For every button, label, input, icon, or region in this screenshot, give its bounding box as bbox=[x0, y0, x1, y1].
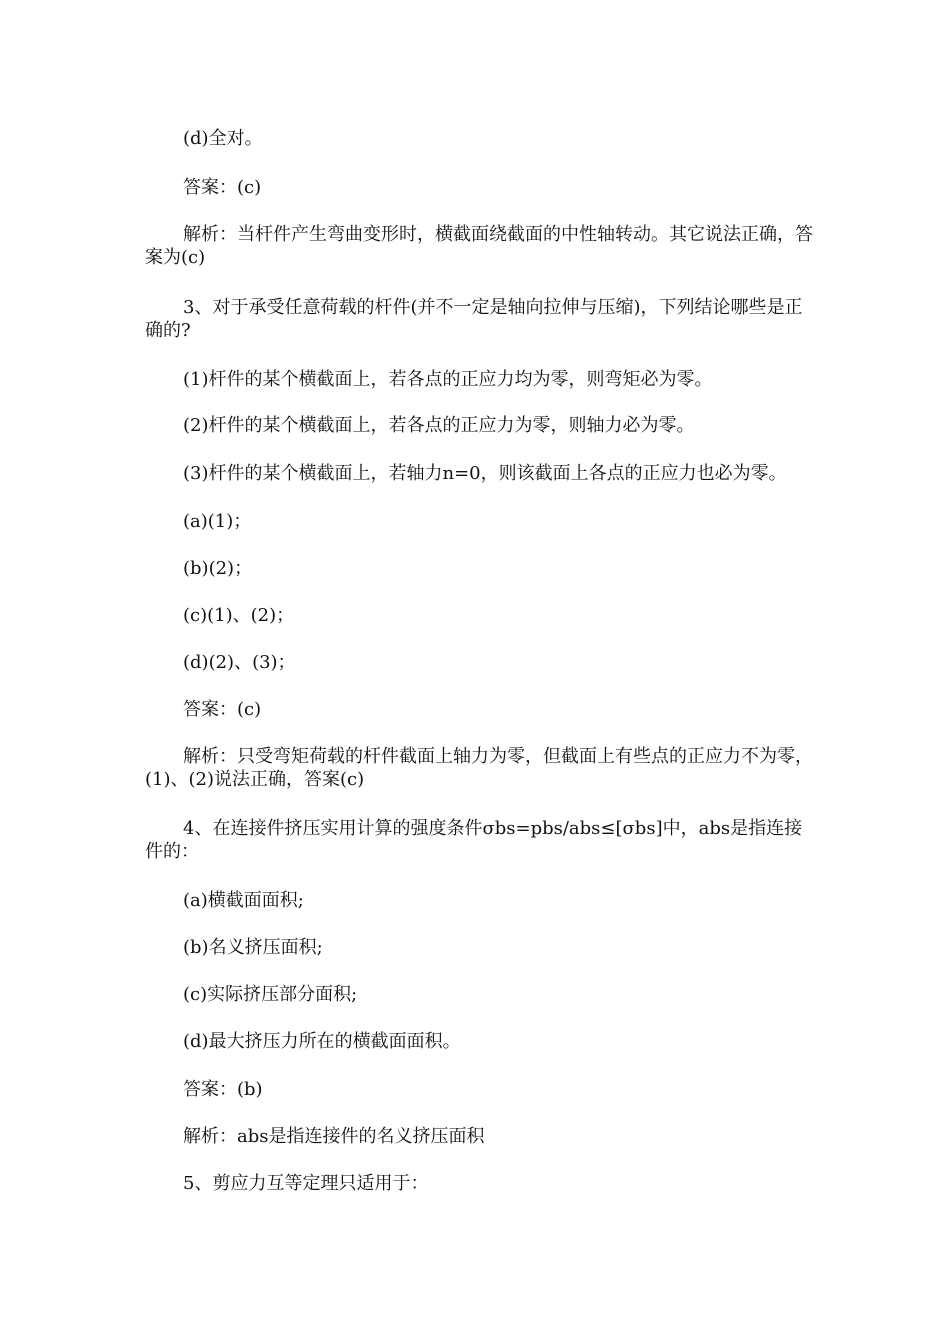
option-d-q4: (d)最大挤压力所在的横截面面积。 bbox=[183, 1031, 461, 1052]
question-4: 4、在连接件挤压实用计算的强度条件σbs=pbs/abs≤[σbs]中，abs是指连接件的： bbox=[145, 818, 803, 862]
statement-2-q3: (2)杆件的某个横截面上，若各点的正应力为零，则轴力必为零。 bbox=[183, 415, 695, 436]
option-a-q3: (a)(1)； bbox=[183, 511, 252, 532]
option-d-q3: (d)(2)、(3)； bbox=[183, 652, 296, 673]
option-b-q4: (b)名义挤压面积; bbox=[183, 937, 323, 958]
option-a-q4: (a)横截面面积; bbox=[183, 890, 304, 911]
option-c-q3: (c)(1)、(2)； bbox=[183, 605, 295, 626]
question-5: 5、剪应力互等定理只适用于： bbox=[183, 1173, 429, 1194]
answer-q4: 答案：(b) bbox=[183, 1079, 263, 1100]
answer-q2: 答案：(c) bbox=[183, 177, 262, 198]
option-b-q3: (b)(2)； bbox=[183, 558, 253, 579]
explanation-q3: 解析：只受弯矩荷载的杆件截面上轴力为零，但截面上有些点的正应力不为零，(1)、(2)说法正确，答案(c) bbox=[145, 746, 813, 790]
option-c-q4: (c)实际挤压部分面积; bbox=[183, 984, 358, 1005]
statement-1-q3: (1)杆件的某个横截面上，若各点的正应力均为零，则弯矩必为零。 bbox=[183, 369, 713, 390]
explanation-q4: 解析：abs是指连接件的名义挤压面积 bbox=[183, 1126, 485, 1147]
explanation-q2: 解析：当杆件产生弯曲变形时，横截面绕截面的中性轴转动。其它说法正确，答案为(c) bbox=[145, 224, 813, 268]
option-d-q2: (d)全对。 bbox=[183, 128, 263, 149]
answer-q3: 答案：(c) bbox=[183, 699, 262, 720]
statement-3-q3: (3)杆件的某个横截面上，若轴力n=0，则该截面上各点的正应力也必为零。 bbox=[183, 463, 787, 484]
question-3: 3、对于承受任意荷载的杆件(并不一定是轴向拉伸与压缩)，下列结论哪些是正确的? bbox=[145, 297, 803, 341]
